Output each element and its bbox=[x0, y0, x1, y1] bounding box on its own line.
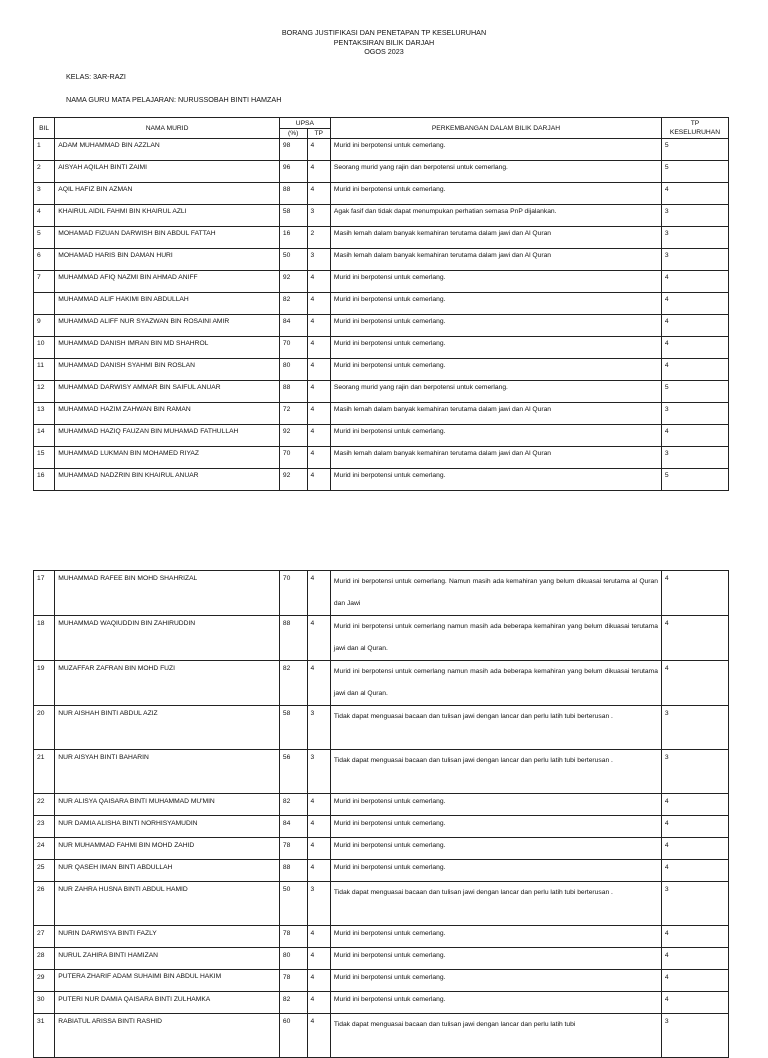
cell-tp-keseluruhan: 3 bbox=[661, 447, 728, 469]
cell-bil: 16 bbox=[34, 469, 55, 491]
cell-nama: NUR DAMIA ALISHA BINTI NORHISYAMUDIN bbox=[55, 816, 280, 838]
table-row bbox=[34, 816, 729, 838]
cell-upsa-pct: 82 bbox=[279, 992, 307, 1014]
col-header-nama: NAMA MURID bbox=[55, 118, 280, 139]
cell-upsa-tp: 4 bbox=[307, 381, 330, 403]
cell-upsa-tp: 4 bbox=[307, 359, 330, 381]
table-row bbox=[34, 447, 729, 469]
cell-upsa-tp: 4 bbox=[307, 948, 330, 970]
cell-tp-keseluruhan: 3 bbox=[661, 1014, 728, 1058]
cell-tp-keseluruhan: 5 bbox=[661, 139, 728, 161]
cell-upsa-pct: 78 bbox=[279, 838, 307, 860]
cell-nama: NURUL ZAHIRA BINTI HAMIZAN bbox=[55, 948, 280, 970]
cell-perkembangan: Murid ini berpotensi untuk cemerlang. bbox=[330, 337, 661, 359]
table-row bbox=[34, 337, 729, 359]
cell-nama: MUHAMMAD HAZIQ FAUZAN BIN MUHAMAD FATHULLAH bbox=[55, 425, 280, 447]
cell-upsa-tp: 4 bbox=[307, 161, 330, 183]
cell-perkembangan: Murid ini berpotensi untuk cemerlang. bbox=[330, 359, 661, 381]
cell-tp-keseluruhan: 4 bbox=[661, 183, 728, 205]
table-row bbox=[34, 469, 729, 491]
cell-upsa-pct: 88 bbox=[279, 616, 307, 661]
cell-upsa-pct: 72 bbox=[279, 403, 307, 425]
cell-upsa-pct: 88 bbox=[279, 381, 307, 403]
cell-upsa-tp: 4 bbox=[307, 794, 330, 816]
table-row bbox=[34, 139, 729, 161]
cell-nama: NUR AISYAH BINTI BAHARIN bbox=[55, 750, 280, 794]
table-row bbox=[34, 616, 729, 661]
cell-upsa-tp: 2 bbox=[307, 227, 330, 249]
cell-perkembangan: Murid ini berpotensi untuk cemerlang. bbox=[330, 926, 661, 948]
cell-nama: NUR QASEH IMAN BINTI ABDULLAH bbox=[55, 860, 280, 882]
cell-upsa-tp: 4 bbox=[307, 403, 330, 425]
cell-nama: MUHAMMAD ALIFF NUR SYAZWAN BIN ROSAINI AMIR bbox=[55, 315, 280, 337]
cell-bil: 31 bbox=[34, 1014, 55, 1058]
cell-upsa-pct: 98 bbox=[279, 139, 307, 161]
cell-tp-keseluruhan: 4 bbox=[661, 992, 728, 1014]
cell-upsa-pct: 60 bbox=[279, 1014, 307, 1058]
cell-perkembangan: Masih lemah dalam banyak kemahiran terutama dalam jawi dan Al Quran bbox=[330, 403, 661, 425]
cell-perkembangan: Murid ini berpotensi untuk cemerlang. bbox=[330, 794, 661, 816]
table-row bbox=[34, 293, 729, 315]
cell-tp-keseluruhan: 3 bbox=[661, 403, 728, 425]
cell-upsa-tp: 4 bbox=[307, 970, 330, 992]
cell-bil: 25 bbox=[34, 860, 55, 882]
table-row bbox=[34, 661, 729, 706]
cell-perkembangan: Murid ini berpotensi untuk cemerlang. bbox=[330, 293, 661, 315]
cell-bil: 23 bbox=[34, 816, 55, 838]
table-row bbox=[34, 1014, 729, 1058]
table-row bbox=[34, 425, 729, 447]
cell-perkembangan: Seorang murid yang rajin dan berpotensi untuk cemerlang. bbox=[330, 161, 661, 183]
table-row bbox=[34, 970, 729, 992]
cell-upsa-pct: 88 bbox=[279, 183, 307, 205]
cell-upsa-pct: 78 bbox=[279, 970, 307, 992]
cell-nama: NURIN DARWISYA BINTI FAZLY bbox=[55, 926, 280, 948]
cell-bil: 10 bbox=[34, 337, 55, 359]
cell-bil: 19 bbox=[34, 661, 55, 706]
cell-perkembangan: Murid ini berpotensi untuk cemerlang. bbox=[330, 970, 661, 992]
table-row bbox=[34, 403, 729, 425]
document-header bbox=[0, 28, 768, 57]
cell-perkembangan: Murid ini berpotensi untuk cemerlang. bbox=[330, 183, 661, 205]
table-row bbox=[34, 948, 729, 970]
table-row bbox=[34, 571, 729, 616]
cell-nama: PUTERA ZHARIF ADAM SUHAIMI BIN ABDUL HAKIM bbox=[55, 970, 280, 992]
col-header-pct: (%) bbox=[279, 129, 307, 139]
cell-tp-keseluruhan: 4 bbox=[661, 661, 728, 706]
cell-nama: KHAIRUL AIDIL FAHMI BIN KHAIRUL AZLI bbox=[55, 205, 280, 227]
cell-tp-keseluruhan: 4 bbox=[661, 359, 728, 381]
col-header-tp: TP bbox=[307, 129, 330, 139]
cell-bil: 11 bbox=[34, 359, 55, 381]
cell-nama: MUHAMMAD DANISH IMRAN BIN MD SHAHROL bbox=[55, 337, 280, 359]
cell-tp-keseluruhan: 4 bbox=[661, 571, 728, 616]
cell-bil: 29 bbox=[34, 970, 55, 992]
cell-bil: 22 bbox=[34, 794, 55, 816]
table-row bbox=[34, 838, 729, 860]
cell-upsa-tp: 3 bbox=[307, 249, 330, 271]
cell-bil: 3 bbox=[34, 183, 55, 205]
cell-bil: 20 bbox=[34, 706, 55, 750]
table-row bbox=[34, 794, 729, 816]
cell-tp-keseluruhan: 4 bbox=[661, 816, 728, 838]
cell-upsa-pct: 50 bbox=[279, 249, 307, 271]
table-row bbox=[34, 750, 729, 794]
cell-tp-keseluruhan: 3 bbox=[661, 706, 728, 750]
cell-nama: MUHAMMAD HAZIM ZAHWAN BIN RAMAN bbox=[55, 403, 280, 425]
cell-upsa-pct: 92 bbox=[279, 425, 307, 447]
cell-tp-keseluruhan: 4 bbox=[661, 970, 728, 992]
cell-nama: MUHAMMAD AFIQ NAZMI BIN AHMAD ANIFF bbox=[55, 271, 280, 293]
cell-perkembangan: Murid ini berpotensi untuk cemerlang. bbox=[330, 469, 661, 491]
cell-upsa-pct: 84 bbox=[279, 315, 307, 337]
cell-nama: NUR ALISYA QAISARA BINTI MUHAMMAD MU'MIN bbox=[55, 794, 280, 816]
cell-bil: 12 bbox=[34, 381, 55, 403]
cell-nama: RABIATUL ARISSA BINTI RASHID bbox=[55, 1014, 280, 1058]
cell-bil: 2 bbox=[34, 161, 55, 183]
cell-upsa-pct: 70 bbox=[279, 571, 307, 616]
cell-nama: ADAM MUHAMMAD BIN AZZLAN bbox=[55, 139, 280, 161]
cell-upsa-pct: 82 bbox=[279, 661, 307, 706]
cell-perkembangan: Murid ini berpotensi untuk cemerlang. bbox=[330, 860, 661, 882]
cell-upsa-pct: 92 bbox=[279, 271, 307, 293]
cell-bil: 13 bbox=[34, 403, 55, 425]
cell-nama: AISYAH AQILAH BINTI ZAIMI bbox=[55, 161, 280, 183]
cell-upsa-pct: 84 bbox=[279, 816, 307, 838]
col-header-upsa: UPSA bbox=[279, 118, 330, 129]
cell-perkembangan: Murid ini berpotensi untuk cemerlang. bbox=[330, 139, 661, 161]
table-row bbox=[34, 381, 729, 403]
cell-upsa-tp: 4 bbox=[307, 425, 330, 447]
cell-upsa-tp: 4 bbox=[307, 183, 330, 205]
cell-upsa-tp: 3 bbox=[307, 706, 330, 750]
cell-upsa-tp: 4 bbox=[307, 139, 330, 161]
form-subtitle: PENTAKSIRAN BILIK DARJAH bbox=[333, 37, 435, 47]
cell-bil: 4 bbox=[34, 205, 55, 227]
col-header-tp-keseluruhan-line2: KESELURUHAN bbox=[669, 129, 721, 136]
cell-upsa-pct: 50 bbox=[279, 882, 307, 926]
cell-tp-keseluruhan: 4 bbox=[661, 794, 728, 816]
cell-upsa-tp: 4 bbox=[307, 293, 330, 315]
cell-bil bbox=[34, 293, 55, 315]
cell-tp-keseluruhan: 5 bbox=[661, 381, 728, 403]
form-date: OGOS 2023 bbox=[364, 47, 404, 56]
cell-upsa-pct: 56 bbox=[279, 750, 307, 794]
cell-nama: MUHAMMAD DANISH SYAHMI BIN ROSLAN bbox=[55, 359, 280, 381]
cell-tp-keseluruhan: 3 bbox=[661, 227, 728, 249]
cell-upsa-pct: 70 bbox=[279, 337, 307, 359]
cell-upsa-tp: 4 bbox=[307, 1014, 330, 1058]
cell-bil: 30 bbox=[34, 992, 55, 1014]
cell-bil: 27 bbox=[34, 926, 55, 948]
cell-nama: MUHAMMAD NADZRIN BIN KHAIRUL ANUAR bbox=[55, 469, 280, 491]
student-table-page-1 bbox=[33, 117, 729, 491]
cell-nama: MUHAMMAD WAQIUDDIN BIN ZAHIRUDDIN bbox=[55, 616, 280, 661]
cell-perkembangan: Murid ini berpotensi untuk cemerlang. bbox=[330, 838, 661, 860]
cell-tp-keseluruhan: 4 bbox=[661, 271, 728, 293]
cell-bil: 28 bbox=[34, 948, 55, 970]
cell-perkembangan: Murid ini berpotensi untuk cemerlang. bbox=[330, 315, 661, 337]
cell-perkembangan: Tidak dapat menguasai bacaan dan tulisan jawi dengan lancar dan perlu latih tubi berterusan . bbox=[330, 882, 661, 926]
form-title: BORANG JUSTIFIKASI DAN PENETAPAN TP KESELURUHAN bbox=[281, 28, 487, 37]
cell-bil: 24 bbox=[34, 838, 55, 860]
cell-upsa-pct: 92 bbox=[279, 469, 307, 491]
cell-perkembangan: Murid ini berpotensi untuk cemerlang. bbox=[330, 948, 661, 970]
cell-nama: MUHAMMAD LUKMAN BIN MOHAMED RIYAZ bbox=[55, 447, 280, 469]
cell-upsa-pct: 82 bbox=[279, 293, 307, 315]
table-row bbox=[34, 205, 729, 227]
cell-bil: 17 bbox=[34, 571, 55, 616]
cell-nama: MUHAMMAD DARWISY AMMAR BIN SAIFUL ANUAR bbox=[55, 381, 280, 403]
cell-perkembangan: Murid ini berpotensi untuk cemerlang. bbox=[330, 816, 661, 838]
table-row bbox=[34, 706, 729, 750]
cell-nama: AQIL HAFIZ BIN AZMAN bbox=[55, 183, 280, 205]
cell-bil: 7 bbox=[34, 271, 55, 293]
table-row bbox=[34, 249, 729, 271]
table-row bbox=[34, 315, 729, 337]
cell-upsa-pct: 70 bbox=[279, 447, 307, 469]
cell-upsa-tp: 3 bbox=[307, 750, 330, 794]
cell-tp-keseluruhan: 4 bbox=[661, 838, 728, 860]
cell-nama: NUR AISHAH BINTI ABDUL AZIZ bbox=[55, 706, 280, 750]
cell-perkembangan: Masih lemah dalam banyak kemahiran terutama dalam jawi dan Al Quran bbox=[330, 447, 661, 469]
cell-upsa-pct: 16 bbox=[279, 227, 307, 249]
cell-bil: 14 bbox=[34, 425, 55, 447]
table-row bbox=[34, 227, 729, 249]
cell-upsa-tp: 4 bbox=[307, 661, 330, 706]
cell-tp-keseluruhan: 4 bbox=[661, 293, 728, 315]
cell-perkembangan: Murid ini berpotensi untuk cemerlang. Namun masih ada kemahiran yang belum dikuasai terutama al Quran dan Jawi bbox=[330, 571, 661, 616]
cell-nama: MOHAMAD FIZUAN DARWISH BIN ABDUL FATTAH bbox=[55, 227, 280, 249]
col-header-tp-keseluruhan-line1: TP bbox=[690, 120, 700, 127]
cell-perkembangan: Agak fasif dan tidak dapat menumpukan perhatian semasa PnP dijalankan. bbox=[330, 205, 661, 227]
cell-upsa-tp: 4 bbox=[307, 926, 330, 948]
cell-perkembangan: Murid ini berpotensi untuk cemerlang namun masih ada beberapa kemahiran yang belum dikuasai terutama jawi dan al Quran. bbox=[330, 616, 661, 661]
cell-tp-keseluruhan: 3 bbox=[661, 750, 728, 794]
cell-upsa-tp: 4 bbox=[307, 447, 330, 469]
cell-tp-keseluruhan: 5 bbox=[661, 161, 728, 183]
cell-tp-keseluruhan: 3 bbox=[661, 205, 728, 227]
cell-nama: MUHAMMAD RAFEE BIN MOHD SHAHRIZAL bbox=[55, 571, 280, 616]
cell-upsa-tp: 4 bbox=[307, 315, 330, 337]
cell-nama: MUZAFFAR ZAFRAN BIN MOHD FUZI bbox=[55, 661, 280, 706]
cell-nama: NUR MUHAMMAD FAHMI BIN MOHD ZAHID bbox=[55, 838, 280, 860]
table-row bbox=[34, 271, 729, 293]
cell-bil: 15 bbox=[34, 447, 55, 469]
col-header-bil: BIL bbox=[34, 118, 55, 139]
cell-upsa-pct: 82 bbox=[279, 794, 307, 816]
teacher-label: NAMA GURU MATA PELAJARAN: NURUSSOBAH BINTI HAMZAH bbox=[66, 95, 282, 104]
cell-upsa-tp: 4 bbox=[307, 838, 330, 860]
cell-bil: 9 bbox=[34, 315, 55, 337]
cell-upsa-tp: 4 bbox=[307, 469, 330, 491]
table-row bbox=[34, 183, 729, 205]
cell-upsa-pct: 80 bbox=[279, 948, 307, 970]
cell-upsa-tp: 4 bbox=[307, 816, 330, 838]
cell-perkembangan: Murid ini berpotensi untuk cemerlang. bbox=[330, 992, 661, 1014]
table-row bbox=[34, 882, 729, 926]
cell-perkembangan: Murid ini berpotensi untuk cemerlang. bbox=[330, 425, 661, 447]
col-header-perkembangan: PERKEMBANGAN DALAM BILIK DARJAH bbox=[330, 118, 661, 139]
cell-upsa-tp: 4 bbox=[307, 992, 330, 1014]
cell-tp-keseluruhan: 5 bbox=[661, 469, 728, 491]
cell-bil: 6 bbox=[34, 249, 55, 271]
cell-upsa-tp: 4 bbox=[307, 571, 330, 616]
cell-tp-keseluruhan: 4 bbox=[661, 315, 728, 337]
cell-tp-keseluruhan: 4 bbox=[661, 948, 728, 970]
cell-nama: MOHAMAD HARIS BIN DAMAN HURI bbox=[55, 249, 280, 271]
cell-upsa-pct: 58 bbox=[279, 706, 307, 750]
cell-perkembangan: Murid ini berpotensi untuk cemerlang. bbox=[330, 271, 661, 293]
cell-nama: MUHAMMAD ALIF HAKIMI BIN ABDULLAH bbox=[55, 293, 280, 315]
student-table-page-2 bbox=[33, 570, 729, 1058]
cell-perkembangan: Tidak dapat menguasai bacaan dan tulisan jawi dengan lancar dan perlu latih tubi berterusan . bbox=[330, 706, 661, 750]
cell-upsa-tp: 4 bbox=[307, 860, 330, 882]
cell-nama: PUTERI NUR DAMIA QAISARA BINTI ZULHAMKA bbox=[55, 992, 280, 1014]
cell-bil: 1 bbox=[34, 139, 55, 161]
col-header-tp-keseluruhan bbox=[661, 118, 728, 139]
cell-bil: 26 bbox=[34, 882, 55, 926]
cell-upsa-tp: 4 bbox=[307, 337, 330, 359]
cell-upsa-pct: 78 bbox=[279, 926, 307, 948]
cell-upsa-tp: 3 bbox=[307, 882, 330, 926]
cell-tp-keseluruhan: 4 bbox=[661, 425, 728, 447]
cell-bil: 21 bbox=[34, 750, 55, 794]
table-row bbox=[34, 359, 729, 381]
cell-tp-keseluruhan: 4 bbox=[661, 860, 728, 882]
cell-perkembangan: Tidak dapat menguasai bacaan dan tulisan jawi dengan lancar dan perlu latih tubi bbox=[330, 1014, 661, 1058]
cell-upsa-tp: 4 bbox=[307, 616, 330, 661]
cell-upsa-pct: 58 bbox=[279, 205, 307, 227]
table-row bbox=[34, 860, 729, 882]
cell-perkembangan: Masih lemah dalam banyak kemahiran terutama dalam jawi dan Al Quran bbox=[330, 227, 661, 249]
cell-perkembangan: Masih lemah dalam banyak kemahiran terutama dalam jawi dan Al Quran bbox=[330, 249, 661, 271]
cell-perkembangan: Seorang murid yang rajin dan berpotensi untuk cemerlang. bbox=[330, 381, 661, 403]
table-row bbox=[34, 926, 729, 948]
class-label: KELAS: 3AR-RAZI bbox=[66, 72, 126, 81]
cell-tp-keseluruhan: 4 bbox=[661, 926, 728, 948]
cell-upsa-tp: 3 bbox=[307, 205, 330, 227]
cell-tp-keseluruhan: 4 bbox=[661, 616, 728, 661]
cell-upsa-tp: 4 bbox=[307, 271, 330, 293]
table-row bbox=[34, 161, 729, 183]
cell-nama: NUR ZAHRA HUSNA BINTI ABDUL HAMID bbox=[55, 882, 280, 926]
cell-upsa-pct: 80 bbox=[279, 359, 307, 381]
cell-tp-keseluruhan: 4 bbox=[661, 337, 728, 359]
cell-upsa-pct: 88 bbox=[279, 860, 307, 882]
cell-upsa-pct: 96 bbox=[279, 161, 307, 183]
cell-tp-keseluruhan: 3 bbox=[661, 249, 728, 271]
cell-bil: 18 bbox=[34, 616, 55, 661]
table-row bbox=[34, 992, 729, 1014]
cell-tp-keseluruhan: 3 bbox=[661, 882, 728, 926]
cell-bil: 5 bbox=[34, 227, 55, 249]
cell-perkembangan: Tidak dapat menguasai bacaan dan tulisan jawi dengan lancar dan perlu latih tubi berterusan . bbox=[330, 750, 661, 794]
cell-perkembangan: Murid ini berpotensi untuk cemerlang namun masih ada beberapa kemahiran yang belum dikuasai terutama jawi dan al Quran. bbox=[330, 661, 661, 706]
